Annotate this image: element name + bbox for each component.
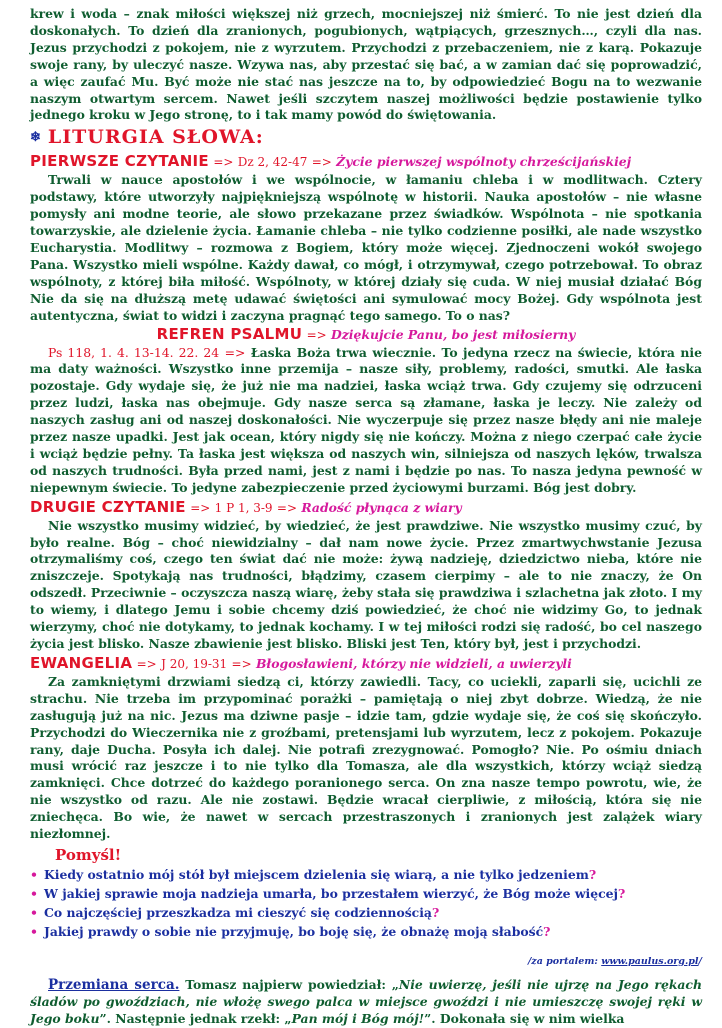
second-reading-header bbox=[30, 498, 702, 518]
psalm-arrow: => bbox=[306, 327, 327, 342]
conversion-quote-2: Pan mój i Bóg mój! bbox=[291, 1010, 425, 1026]
gospel-text: Za zamkniętymi drzwiami siedzą ci, którzy zawiedli. Tacy, co uciekli, zaparli się, ucichli ze strachu. Nie trzeba im przypominać porażki – pamiętają o niej zbyt dobrze. Wiedzą, że nie zasługują już na nic. Jezus ma dziwne pasje – idzie tam, gdzie wydaje się, że coś się skończyło. Przychodzi do Wieczernika nie z groźbami, pretensjami lub wyrzutem, lecz z pokojem. Pokazuje rany, daje Ducha. Posyła ich dalej. Nie potrafi zrezygnować. Pomogło? Nie. Po ośmiu dniach musi wrócić raz jeszcze i to nie tylko dla Tomasza, ale dla wszystkich, którzy wciąż siedzą zamknięci. Chce dotrzeć do każdego poranionego serca. On zna nasze tempo powrotu, wie, że nie wszystko od razu. Ale nie zostawi. Będzie wracał cierpliwie, z miłością, która się nie zniechęca. Bo wie, że nawet w sercach przestraszonych i zranionych jest zalążek wiary niezłomnej. bbox=[30, 673, 702, 842]
first-reading-theme: Życie pierwszej wspólnoty chrześcijańskiej bbox=[336, 154, 632, 170]
gospel-arrow-1: => bbox=[136, 656, 157, 671]
gospel-theme: Błogosławieni, którzy nie widzieli, a uwierzyli bbox=[255, 655, 572, 671]
second-reading-text: Nie wszystko musimy widzieć, by wiedzieć, że jest prawdziwe. Nie wszystko musimy czuć, by było realne. Bóg – choć niewidzialny – dał nam nowe życie. Przez zmartwychwstanie Jezusa otrzymaliśmy coś, czego ten świat dać nie może: żywą nadzieję, dziedzictwo nieba, które nie zniszczeje. Spotykają nas trudności, błądzimy, czasem cierpimy – ale to nie znaczy, że On odszedł. Przeciwnie – oczyszcza naszą wiarę, żeby stała się prawdziwa i szlachetna jak złoto. I my to wiemy, i dlatego Jemu i sobie chcemy dziś powiedzieć, że choć nie widzimy Go, to jednak wierzymy, choć nie dotykamy, to jednak kochamy. I w tej miłości rodzi się radość, bo cel naszego życia jest blisko. Nasze zbawienie jest blisko. Bliski jest Ten, który był, jest i przychodzi. bbox=[30, 517, 702, 651]
second-reading-ref: 1 P 1, 3-9 bbox=[214, 500, 273, 515]
second-reading-arrow-2: => bbox=[276, 500, 297, 515]
second-reading-arrow-1: => bbox=[190, 500, 211, 515]
bullet-icon: • bbox=[30, 904, 38, 920]
psalm-ref-arrow: => bbox=[224, 344, 246, 360]
conversion-quote-1: Nie uwierzę, jeśli nie ujrzę na Jego rękach śladów po gwoździach, nie włożę swego palca w miejsce gwoździ i nie umieszczę swojej ręki w Jego boku bbox=[30, 976, 702, 1026]
question-text: W jakiej sprawie moja nadzieja umarła, bo przestałem wierzyć, że Bóg może więcej bbox=[44, 885, 619, 901]
bullet-icon: • bbox=[30, 866, 38, 882]
psalm-label: REFREN PSALMU bbox=[156, 324, 303, 343]
bullet-icon: • bbox=[30, 923, 38, 939]
psalm-refrain: Dziękujcie Panu, bo jest miłosierny bbox=[331, 326, 576, 342]
first-reading-header bbox=[30, 152, 702, 172]
bullet-icon: • bbox=[30, 885, 38, 901]
first-reading-text: Trwali w nauce apostołów i we wspólnocie, w łamaniu chleba i w modlitwach. Cztery podstawy, które utworzyły najpiękniejszą wspólnotę w historii. Nauka apostołów – nie własne pomysły ani modne teorie, ale słowo przekazane przez świadków. Wspólnota – nie spotkania towarzyskie, ale dzielenie życia. Łamanie chleba – nie tylko codzienne posiłki, ale nade wszystko Eucharystia. Modlitwy – rozmowa z Bogiem, który może więcej. Zjednoczeni wokół swojego Pana. Wszystko mieli wspólne. Każdy dawał, co mógł, i otrzymywał, czego potrzebował. To obraz wspólnoty, z której biła miłość. Wspólnoty, w której działy się cuda. W niej musiał działać Bóg Nie da się na dłuższą metę udawać świętości ani symulować mocy Bożej. Gdy wspólnota jest autentyczna, świat to widzi i zaczyna pragnąć tego samego. To o nas? bbox=[30, 172, 702, 323]
first-reading-label: PIERWSZE CZYTANIE bbox=[30, 152, 209, 171]
page bbox=[30, 6, 702, 1028]
list-item: • Co najczęściej przeszkadza mi cieszyć się codziennością? bbox=[30, 904, 440, 920]
psalm-paragraph bbox=[30, 345, 702, 497]
first-reading-arrow-1: => bbox=[213, 155, 234, 170]
conversion-title: Przemiana serca. bbox=[48, 976, 180, 993]
first-reading-arrow-2: => bbox=[311, 155, 332, 170]
psalm-ref: Ps 118, 1. 4. 13-14. 22. 24 bbox=[48, 344, 220, 360]
conversion-paragraph: Przemiana serca. Tomasz najpierw powiedział: „Nie uwierzę, jeśli nie ujrzę na Jego rękach śladów po gwoździach, nie włożę swego palca w miejsce gwoździ i nie umieszczę swojej ręki w Jego boku”. Następnie jednak rzekł: „Pan mój i Bóg mój!”. Dokonała się w nim wielka bbox=[30, 976, 702, 1026]
first-reading-ref: Dz 2, 42-47 bbox=[237, 155, 308, 170]
gospel-header bbox=[30, 654, 702, 674]
psalm-text: Łaska Boża trwa wiecznie. To jedyna rzecz na świecie, która nie ma daty ważności. Wszystko inne przemija – nasze siły, problemy, radości, smutki. Ale łaska pozostaje. Gdy wydaje się, że już nie ma nadziei, łaska wciąż trwa. Gdy czujemy się odrzuceni przez ludzi, łaska nas obejmuje. Gdy nasze serca są złamane, łaska je leczy. Nie zależy od naszych zasług ani od naszej doskonałości. Nie wyczerpuje się przez nasze błędy ani nie maleje przez nasze upadki. Jest jak ocean, który nigdy się nie kończy. Można z niego czerpać całe życie i wciąż będzie pełny. Ta łaska jest większa od naszych win, silniejsza od naszych lęków, trwalsza od naszych trudności. Była przed nami, jest z nami i będzie po nas. To nasza jedyna pewność w niepewnym świecie. To jedyne zabezpieczenie przed życiowymi burzami. Bóg jest dobry. bbox=[30, 344, 702, 495]
reflection-questions bbox=[30, 865, 702, 941]
source-note: /za portalem: www.paulus.org.pl/ bbox=[527, 955, 702, 967]
snowflake-icon: ❄ bbox=[30, 130, 42, 146]
gospel-arrow-2: => bbox=[231, 656, 252, 671]
intro-paragraph: krew i woda – znak miłości większej niż grzech, mocniejszej niż śmierć. To nie jest dzień dla doskonałych. To dzień dla zranionych, pogubionych, wątpiących, grzesznych…, czyli dla nas. Jezus przychodzi z pokojem, nie z wyrzutem. Przychodzi z przebaczeniem, nie z karą. Pokazuje swoje rany, by uleczyć nasze. Wzywa nas, aby przestać się bać, a w zamian dać się poprowadzić, a więc zaufać Mu. Być może nie stać nas jeszcze na to, by odpowiedzieć Bogu na to wezwanie naszym otwartym sercem. Nawet jeśli szczytem naszej możliwości będzie postawienie tylko jednego kroku w Jego stronę, to i tak mamy powód do świętowania. bbox=[30, 6, 702, 123]
question-text: Kiedy ostatnio mój stół był miejscem dzielenia się wiarą, a nie tylko jedzeniem bbox=[44, 866, 589, 882]
source-link[interactable]: www.paulus.org.pl bbox=[601, 955, 699, 967]
question-text: Co najczęściej przeszkadza mi cieszyć się codziennością bbox=[44, 904, 432, 920]
list-item: • W jakiej sprawie moja nadzieja umarła, bo przestałem wierzyć, że Bóg może więcej? bbox=[30, 885, 626, 901]
section-title-text: LITURGIA SŁOWA: bbox=[47, 126, 264, 149]
gospel-ref: J 20, 19-31 bbox=[161, 656, 228, 671]
second-reading-label: DRUGIE CZYTANIE bbox=[30, 497, 186, 516]
liturgy-section-title bbox=[30, 124, 702, 151]
list-item: • Kiedy ostatnio mój stół był miejscem dzielenia się wiarą, a nie tylko jedzeniem? bbox=[30, 866, 597, 882]
reflection-title: Pomyśl! bbox=[55, 845, 122, 864]
psalm-header bbox=[30, 325, 702, 345]
second-reading-theme: Radość płynąca z wiary bbox=[301, 499, 462, 515]
gospel-label: EWANGELIA bbox=[30, 653, 133, 672]
list-item: • Jakiej prawdy o sobie nie przyjmuję, bo boję się, że obnażę moją słabość? bbox=[30, 923, 551, 939]
question-text: Jakiej prawdy o sobie nie przyjmuję, bo boję się, że obnażę moją słabość bbox=[44, 923, 544, 939]
